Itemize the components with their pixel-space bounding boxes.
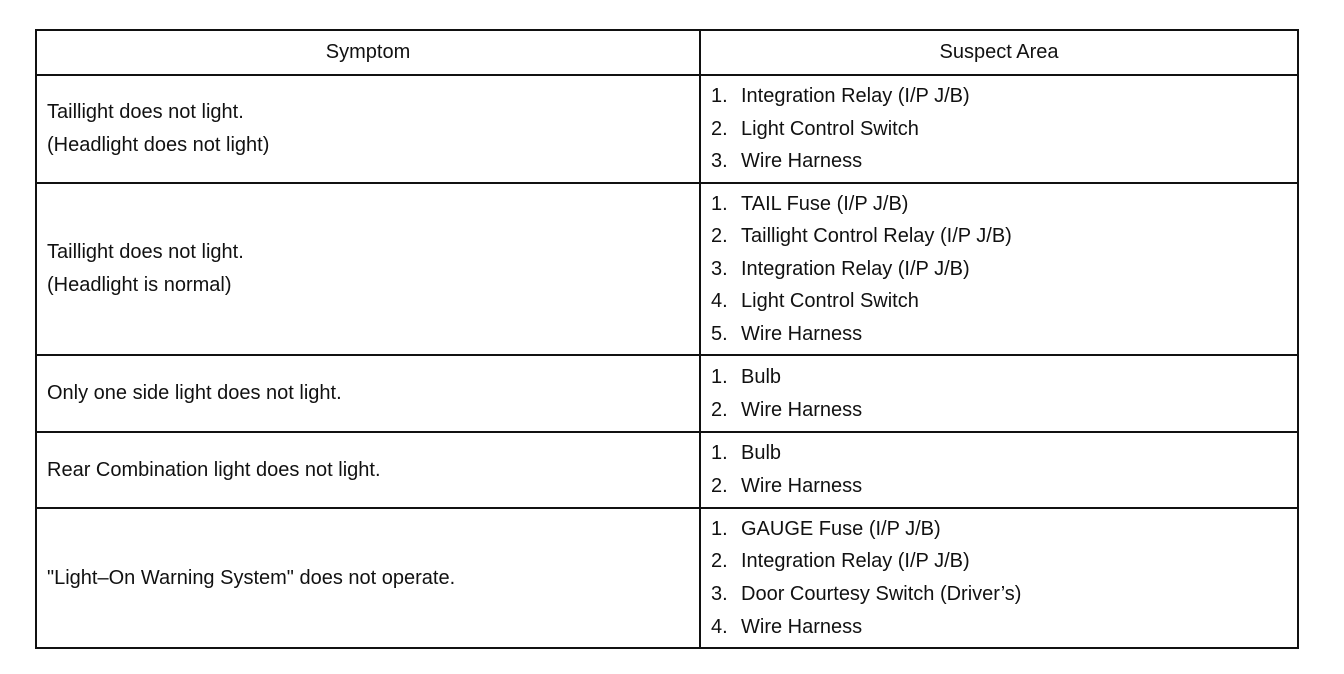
- list-item: 1. Integration Relay (I/P J/B): [711, 85, 970, 108]
- table-row-4-symptom: [37, 433, 701, 509]
- symptom-line: Taillight does not light.: [47, 241, 244, 264]
- list-item: 1. Bulb: [711, 365, 782, 388]
- symptom-line: Rear Combination light does not light.: [47, 458, 381, 481]
- list-item: 3. Integration Relay (I/P J/B): [711, 257, 970, 280]
- table-row-4-suspect-area: [701, 433, 1297, 509]
- table-row-2-symptom: [37, 184, 701, 356]
- header-suspect-area-label: Suspect Area: [939, 41, 1059, 64]
- list-item: 3. Door Courtesy Switch (Driver’s): [711, 583, 1022, 605]
- symptom-line: (Headlight is normal): [47, 274, 232, 296]
- list-item: 3. Wire Harness: [711, 150, 863, 173]
- table-row-1-suspect-area: [701, 76, 1297, 184]
- header-symptom: [37, 31, 701, 76]
- table-row-1-symptom: [37, 76, 701, 184]
- list-item: 1. GAUGE Fuse (I/P J/B): [711, 517, 941, 540]
- table-row-5-suspect-area: [701, 509, 1297, 647]
- list-item: 4. Wire Harness: [711, 615, 863, 638]
- list-item: 5. Wire Harness: [711, 322, 863, 345]
- list-item: 2. Light Control Switch: [711, 117, 919, 140]
- symptom-line: (Headlight does not light): [47, 134, 270, 156]
- list-item: 2. Wire Harness: [711, 475, 863, 497]
- table-row-3-symptom: [37, 356, 701, 433]
- symptom-table: [35, 29, 1299, 649]
- symptom-line: "Light–On Warning System" does not operate.: [47, 566, 456, 589]
- table-row-2-suspect-area: [701, 184, 1297, 356]
- symptom-line: Taillight does not light.: [47, 101, 244, 124]
- list-item: 1. Bulb: [711, 442, 782, 465]
- list-item: 2. Wire Harness: [711, 398, 863, 421]
- table-row-3-suspect-area: [701, 356, 1297, 433]
- table-row-5-symptom: [37, 509, 701, 647]
- header-suspect-area: [701, 31, 1297, 76]
- header-symptom-label: Symptom: [325, 41, 411, 64]
- list-item: 1. TAIL Fuse (I/P J/B): [711, 192, 909, 215]
- symptom-line: Only one side light does not light.: [47, 382, 342, 405]
- list-item: 2. Integration Relay (I/P J/B): [711, 550, 970, 573]
- list-item: 2. Taillight Control Relay (I/P J/B): [711, 225, 1012, 248]
- list-item: 4. Light Control Switch: [711, 290, 919, 313]
